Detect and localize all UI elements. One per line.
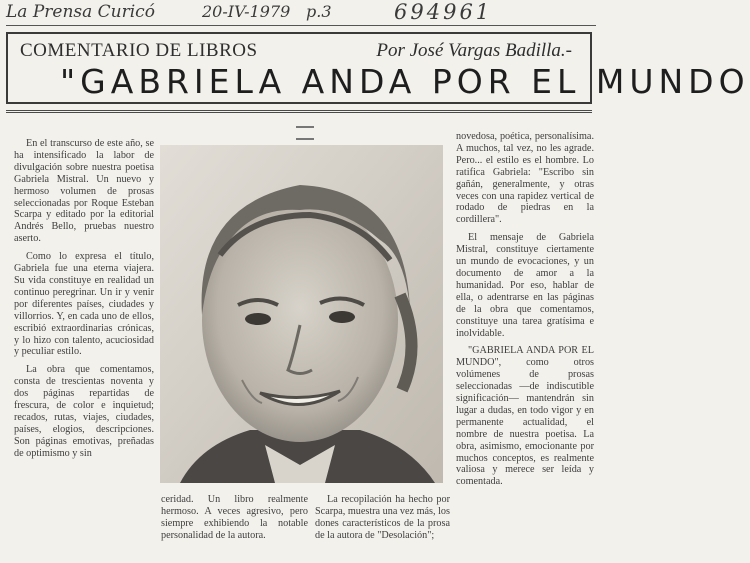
paragraph: La obra que comentamos, consta de trescientas noventa y dos páginas repartidas de frescura, de color e inquietud; recados, rutas, viajes, ciudades, países, elogios, descripciones. Son páginas emotivas, preñadas de optimismo y sin <box>14 364 154 459</box>
handwritten-annotation <box>6 0 596 26</box>
article-header <box>6 32 750 104</box>
text-column-3 <box>315 494 450 548</box>
source-note: La Prensa Curicó <box>6 2 155 22</box>
text-column-2 <box>161 494 308 548</box>
ornament <box>296 126 314 140</box>
page-note: p.3 <box>306 2 332 21</box>
paragraph: novedosa, poética, personalísima. A muchos, tal vez, no les agrade. Pero... el estilo es el hombre. Lo ratifica Gabriela: "Escribo sin gañán, generalmente, y otras veces con una rapidez vertical de rodado de piedras en la cordillera". <box>456 131 594 226</box>
section-label: COMENTARIO DE LIBROS <box>20 40 258 61</box>
paragraph: Como lo expresa el título, Gabriela fue una eterna viajera. Su vida constituye en realidad un continuo peregrinar. Un ir y venir por diferentes países, ciudades y villorrios. Y, en cada uno de ellos, escribió extraordinarias crónicas, y lo hizo con talento, acuciosidad y peculiar estilo. <box>14 251 154 358</box>
document-number: 694961 <box>394 0 493 24</box>
portrait-photo <box>160 145 443 483</box>
text-column-1 <box>14 138 154 466</box>
header-divider <box>6 110 592 113</box>
paragraph: El mensaje de Gabriela Mistral, constituye ciertamente un mundo de evocaciones, y un documento de amor a la humanidad. Por eso, hablar de ella, o adentrarse en las páginas de la obra que comentamos, constituye una tarea gratísima e inolvidable. <box>456 232 594 339</box>
paragraph: En el transcurso de este año, se ha intensificado la labor de divulgación sobre nuestra poetisa Gabriela Mistral. Un nuevo y hermoso volumen de prosas seleccionadas por Roque Esteban Scarpa y editado por la editorial Andrés Bello, pruebas nuestro aserto. <box>14 138 154 245</box>
annotation-underline <box>6 25 596 26</box>
paragraph: La recopilación ha hecho por Scarpa, muestra una vez más, los dones característicos de la prosa de la autora de "Desolación"; <box>315 494 450 541</box>
paragraph: "GABRIELA ANDA POR EL MUNDO", como otros volúmenes de prosas seleccionadas —de indiscutible significación— mantendrán sin lugar a dudas, en todo vigor y en permanente actualidad, el nombre de nuestra poetisa. La obra, asimismo, emocionante por muchos conceptos, es realmente valiosa y merece ser leída y comentada. <box>456 345 594 488</box>
date-note: 20-IV-1979 <box>202 2 291 21</box>
text-column-4 <box>456 131 594 494</box>
article-title: "GABRIELA ANDA POR EL MUNDO <box>60 62 750 101</box>
paragraph: ceridad. Un libro realmente hermoso. A veces agresivo, pero siempre exhibiendo la notable personalidad de la autora. <box>161 494 308 541</box>
byline: Por José Vargas Badilla.- <box>376 40 572 61</box>
